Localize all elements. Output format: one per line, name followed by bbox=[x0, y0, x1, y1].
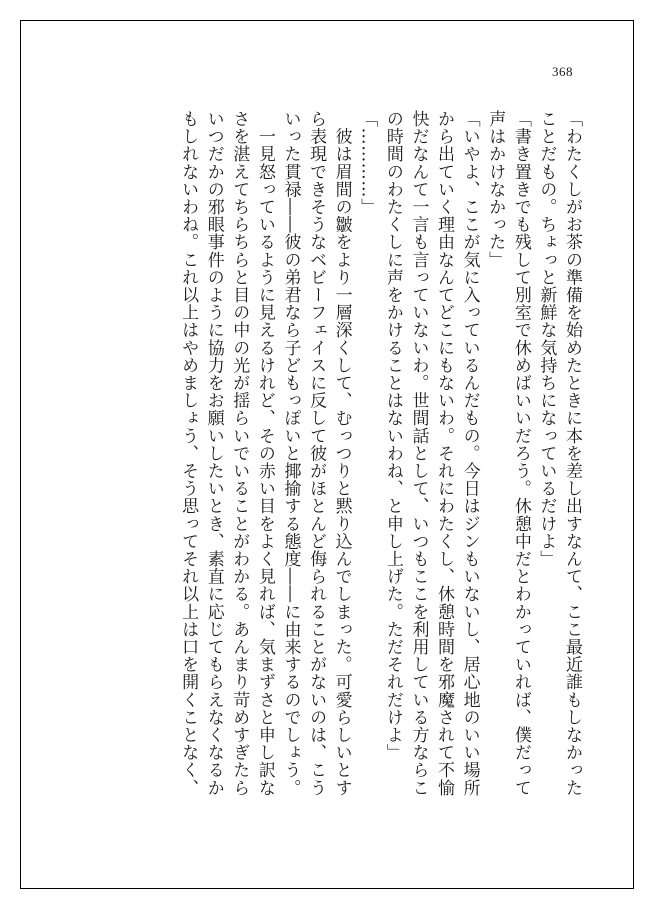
text-line: いった貫禄――彼の弟君なら子どもっぽいと揶揄する態度――に由来するのでしょう。 bbox=[280, 110, 301, 797]
text-line: いつだかの邪眼事件のように協力をお願いしたいとき、素直に応じてもらえなくなるか bbox=[203, 110, 224, 797]
text-line: ことだもの。ちょっと新鮮な気持ちになっているだけよ」 bbox=[536, 110, 557, 568]
vertical-text-body bbox=[116, 110, 584, 858]
text-line: ら表現できそうなベビーフェイスに反して彼がほとんど侮られることがないのは、こう bbox=[306, 110, 327, 797]
text-line: さを湛えてちらちらと目の中の光が揺らいでいることがわかる。あんまり苛めすぎたら bbox=[229, 110, 250, 797]
text-line: 「…………」 bbox=[357, 110, 378, 216]
text-line: 「わたくしがお茶の準備を始めたときに本を差し出すなんて、ここ最近誰もしなかった bbox=[562, 110, 582, 797]
text-line: 「書き置きでも残して別室で休めばいいだろう。休憩中だとわかっていれば、僕だって bbox=[510, 110, 531, 797]
text-line: 「いやよ、ここが気に入っているんだもの。今日はジンもいないし、居心地のいい場所 bbox=[459, 110, 480, 797]
text-line: 声はかけなかった」 bbox=[485, 110, 506, 269]
page-number: 368 bbox=[552, 64, 573, 79]
text-line: 一見怒っているように見えるけれど、その赤い目をよく見れば、気まずさと申し訳な bbox=[254, 110, 275, 797]
text-line: の時間のわたくしに声をかけることはないわね、と申し上げた。ただそれだけよ」 bbox=[382, 110, 403, 762]
text-line: もしれないわね。これ以上はやめましょう、そう思ってそれ以上は口を開くことなく、 bbox=[178, 110, 199, 797]
text-line: 彼は眉間の皺をより一層深くして、むっつりと黙り込んでしまった。可愛らしいとす bbox=[331, 110, 352, 797]
text-line: から出ていく理由なんてどこにもないわ。それにわたくし、休憩時間を邪魔されて不愉 bbox=[434, 110, 455, 797]
text-line: 快だなんて一言も言っていないわ。世間話として、いつもここを利用している方ならこ bbox=[408, 110, 429, 797]
